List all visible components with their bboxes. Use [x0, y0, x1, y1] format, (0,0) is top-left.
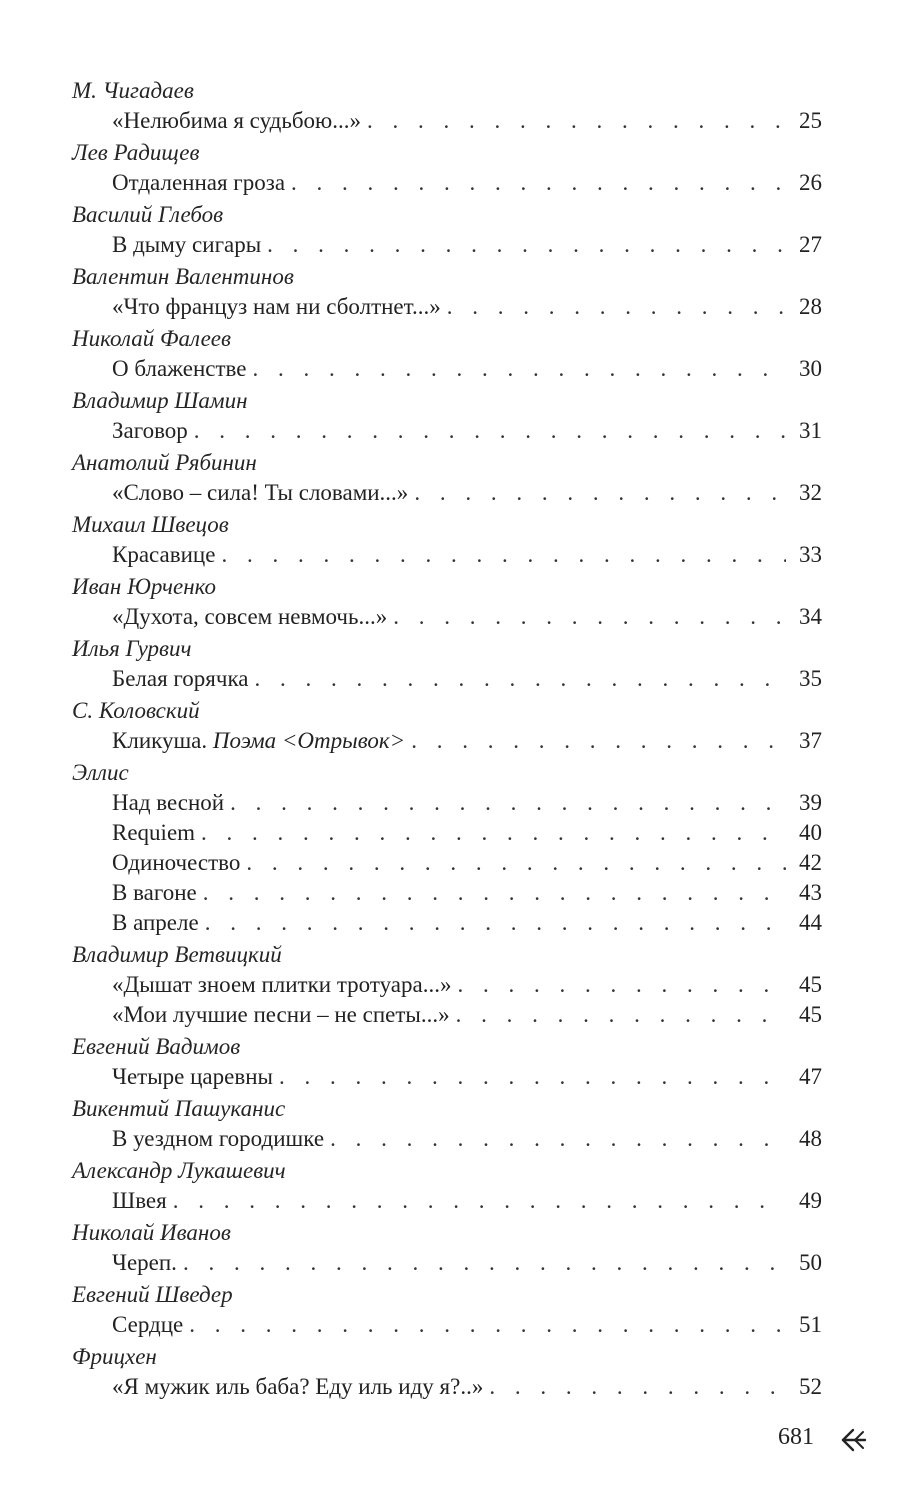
entry-page: 35 [799, 666, 822, 691]
toc-entry[interactable] [72, 664, 822, 695]
dot-leader [183, 1248, 786, 1278]
entry-page: 52 [799, 1374, 822, 1399]
entry-page: 31 [799, 418, 822, 443]
toc-entry[interactable] [72, 354, 822, 385]
dot-leader [411, 726, 786, 756]
entry-title: Белая горячка [112, 666, 249, 691]
toc-author: Валентин Валентинов [72, 264, 294, 289]
toc-entry[interactable] [72, 478, 822, 509]
entry-title: Отдаленная гроза [112, 170, 286, 195]
toc-entry[interactable] [72, 1000, 822, 1031]
entry-page: 45 [799, 1002, 822, 1027]
entry-title-main: Кликуша. [112, 728, 208, 753]
toc-author: Евгений Шведер [72, 1282, 233, 1307]
toc-entry[interactable] [72, 788, 822, 818]
entry-title: «Что француз нам ни сболтнет...» [112, 294, 441, 319]
toc-author: Михаил Швецов [72, 512, 229, 537]
toc-entry[interactable] [72, 1186, 822, 1217]
toc-entry[interactable] [72, 602, 822, 633]
entry-title: Сердце [112, 1312, 184, 1337]
toc-author: Илья Гурвич [72, 636, 192, 661]
entry-title: «Дышат зноем плитки тротуара...» [112, 972, 452, 997]
entry-title: В апреле [112, 910, 199, 935]
entry-title: В дыму сигары [112, 232, 262, 257]
entry-title: «Я мужик иль баба? Еду иль иду я?..» [112, 1374, 484, 1399]
toc-author: Лев Радищев [72, 140, 200, 165]
page-number: 681 [778, 1424, 814, 1450]
entry-title: В уездном городишке [112, 1126, 325, 1151]
dot-leader [221, 540, 786, 570]
entry-title: Одиночество [112, 850, 241, 875]
entry-page: 48 [799, 1126, 822, 1151]
entry-title: Швея [112, 1188, 167, 1213]
dot-leader [393, 602, 786, 632]
toc-author: С. Коловский [72, 698, 200, 723]
dot-leader [254, 664, 786, 694]
toc-author: Эллис [72, 760, 129, 785]
dot-leader [173, 1186, 786, 1216]
toc-author: Викентий Пашуканис [72, 1096, 286, 1121]
toc-author: М. Чигадаев [72, 78, 194, 103]
entry-page: 33 [799, 542, 822, 567]
toc-author: Василий Глебов [72, 202, 224, 227]
table-of-contents [72, 75, 822, 1403]
dot-leader [230, 788, 786, 818]
entry-page: 37 [799, 728, 822, 753]
toc-author: Владимир Шамин [72, 388, 248, 413]
entry-page: 40 [799, 820, 822, 845]
entry-title: В вагоне [112, 880, 197, 905]
toc-entry[interactable] [72, 970, 822, 1000]
toc-author: Николай Иванов [72, 1220, 231, 1245]
entry-page: 27 [799, 232, 822, 257]
toc-entry[interactable] [72, 168, 822, 199]
dot-leader [189, 1310, 786, 1340]
entry-title: Заговор [112, 418, 188, 443]
toc-entry[interactable] [72, 540, 822, 571]
entry-page: 43 [799, 880, 822, 905]
dot-leader [367, 106, 786, 136]
toc-author: Николай Фалеев [72, 326, 231, 351]
entry-page: 28 [799, 294, 822, 319]
entry-page: 26 [799, 170, 822, 195]
entry-title: «Слово – сила! Ты словами...» [112, 480, 409, 505]
entry-page: 34 [799, 604, 822, 629]
entry-title [112, 726, 405, 756]
entry-page: 49 [799, 1188, 822, 1213]
entry-page: 51 [799, 1312, 822, 1337]
entry-title: «Духота, совсем невмочь...» [112, 604, 388, 629]
entry-title: Requiem [112, 820, 196, 845]
dot-leader [457, 970, 786, 1000]
entry-title: Череп. [112, 1250, 177, 1275]
toc-entry[interactable] [72, 292, 822, 323]
dot-leader [252, 354, 786, 384]
entry-page: 42 [799, 850, 822, 875]
toc-entry[interactable] [72, 878, 822, 908]
toc-entry[interactable] [72, 726, 822, 757]
entry-page: 44 [799, 910, 822, 935]
toc-entry[interactable] [72, 848, 822, 878]
entry-page: 45 [799, 972, 822, 997]
entry-page: 32 [799, 480, 822, 505]
entry-title: «Мои лучшие песни – не спеты...» [112, 1002, 450, 1027]
dot-leader [456, 1000, 786, 1030]
toc-author: Евгений Вадимов [72, 1034, 241, 1059]
dot-leader [205, 908, 786, 938]
dot-leader [489, 1372, 786, 1402]
toc-entry[interactable] [72, 1372, 822, 1403]
entry-page: 25 [799, 108, 822, 133]
toc-entry[interactable] [72, 416, 822, 447]
dot-leader [194, 416, 786, 446]
toc-entry[interactable] [72, 1124, 822, 1155]
toc-entry[interactable] [72, 818, 822, 848]
dot-leader [279, 1062, 786, 1092]
dot-leader [447, 292, 786, 322]
entry-title: «Нелюбима я судьбою...» [112, 108, 361, 133]
toc-author: Александр Лукашевич [72, 1158, 286, 1183]
entry-title: Над весной [112, 790, 225, 815]
dot-leader [414, 478, 786, 508]
entry-page: 47 [799, 1064, 822, 1089]
entry-title: Красавице [112, 542, 216, 567]
dot-leader [267, 230, 786, 260]
dot-leader [201, 818, 786, 848]
toc-author: Фрицхен [72, 1344, 157, 1369]
entry-page: 39 [799, 790, 822, 815]
entry-title: О блаженстве [112, 356, 247, 381]
dot-leader [203, 878, 786, 908]
dot-leader [330, 1124, 786, 1154]
arrow-left-ornament-icon [838, 1426, 868, 1454]
entry-page: 50 [799, 1250, 822, 1275]
entry-title: Четыре царевны [112, 1064, 273, 1089]
toc-author: Владимир Ветвицкий [72, 942, 282, 967]
entry-title-italic: Поэма <Отрывок> [212, 728, 406, 753]
toc-entry[interactable] [72, 106, 822, 137]
entry-page: 30 [799, 356, 822, 381]
toc-entry[interactable] [72, 908, 822, 939]
toc-author: Иван Юрченко [72, 574, 217, 599]
toc-entry[interactable] [72, 1248, 822, 1279]
dot-leader [291, 168, 786, 198]
toc-author: Анатолий Рябинин [72, 450, 257, 475]
toc-entry[interactable] [72, 230, 822, 261]
toc-entry[interactable] [72, 1310, 822, 1341]
dot-leader [246, 848, 786, 878]
toc-entry[interactable] [72, 1062, 822, 1093]
